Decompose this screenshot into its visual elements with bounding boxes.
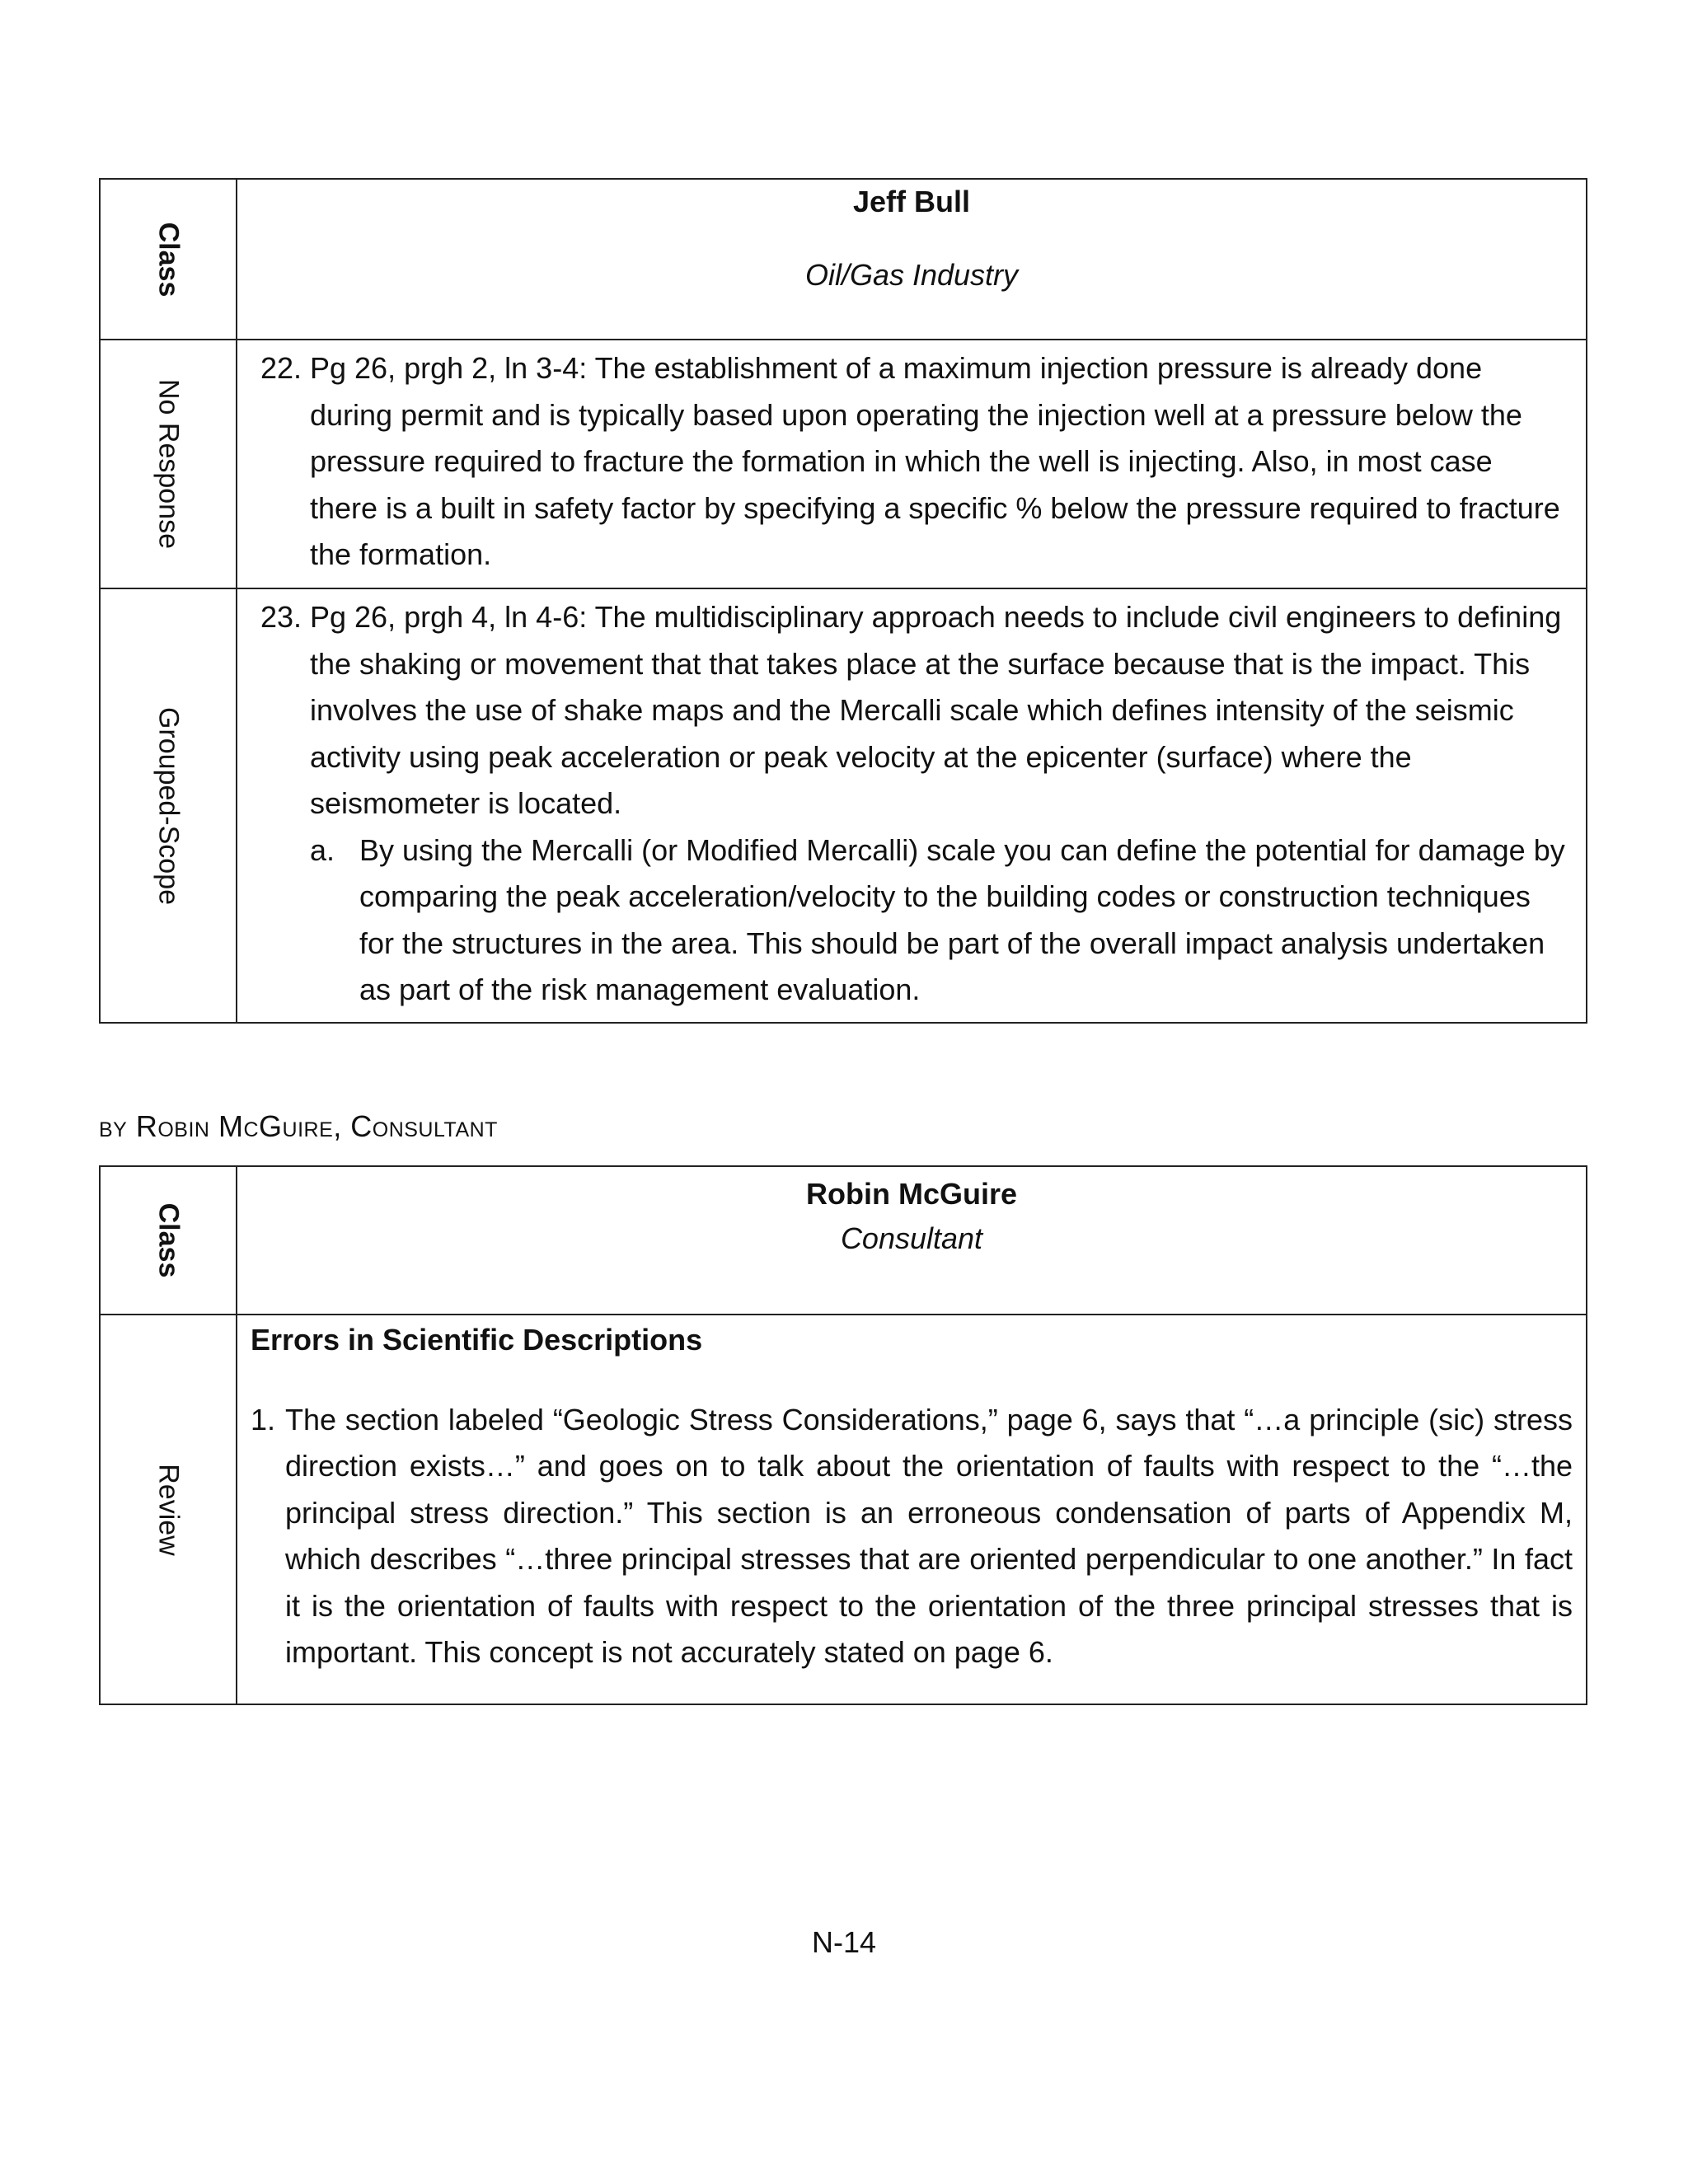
table-row — [100, 1315, 1587, 1704]
comment-cell — [237, 1315, 1587, 1704]
class-cell — [100, 588, 237, 1023]
comment-number: 1. — [251, 1402, 276, 1436]
comment-table-jeff-bull — [99, 178, 1587, 1024]
comment-text: Pg 26, prgh 2, ln 3-4: The establishment of a maximum injection pressure is already done during permit and is typically based upon operating the injection well at a pressure below the pressure required to fracture the formation in which the well is injecting. Also, in most case there is a built in safety factor by specifying a specific % below the pressure required to fracture the formation. — [310, 351, 1560, 571]
class-cell — [100, 1315, 237, 1704]
class-label: Class — [152, 1202, 185, 1278]
comment-item — [260, 594, 1568, 827]
commenter-header-cell — [237, 1166, 1587, 1315]
subitem-letter: a. — [310, 832, 335, 867]
commenter-name: Jeff Bull — [852, 185, 970, 218]
commenter-header-cell — [237, 179, 1587, 340]
comment-item — [260, 345, 1568, 579]
table-row — [100, 588, 1587, 1023]
table-row — [100, 340, 1587, 588]
commenter-name: Robin McGuire — [805, 1177, 1017, 1211]
class-header-cell — [100, 179, 237, 340]
comment-cell — [237, 588, 1587, 1023]
comment-heading: Errors in Scientific Descriptions — [251, 1323, 703, 1357]
page-number: N-14 — [811, 1925, 877, 1959]
comment-number: 22. — [260, 351, 302, 385]
section-heading: by Robin McGuire, Consultant — [99, 1109, 498, 1143]
class-header-cell — [100, 1166, 237, 1315]
class-value: No Response — [152, 378, 185, 550]
comment-number: 23. — [260, 600, 302, 634]
commenter-organization: Oil/Gas Industry — [804, 258, 1019, 292]
comment-text: Pg 26, prgh 4, ln 4-6: The multidisciplinary approach needs to include civil engineers to defining the shaking or movement that that takes place at the surface because that is the impact. This involves the use of shake maps and the Mercalli scale which defines intensity of the seismic activity using peak acceleration or peak velocity at the epicenter (surface) where the seismometer is located. — [310, 600, 1562, 820]
class-cell — [100, 340, 237, 588]
comment-subitem — [310, 827, 1568, 1014]
comment-table-robin-mcguire — [99, 1165, 1587, 1705]
table-header-row — [100, 179, 1587, 340]
commenter-organization: Consultant — [840, 1221, 983, 1255]
comment-item — [251, 1397, 1573, 1676]
comment-text: The section labeled “Geologic Stress Considerations,” page 6, says that “…a principle (sic) stress direction exists…” and goes on to talk about the orientation of faults with respect to the “…the principal stress direction.” This section is an erroneous condensation of parts of Appendix M, which describes “…three principal stresses that are oriented perpendicular to one another.” In fact it is the orientation of faults with respect to the orientation of the three principal stresses that is important. This concept is not accurately stated on page 6. — [285, 1402, 1573, 1669]
subitem-text: By using the Mercalli (or Modified Mercalli) scale you can define the potential for damage by comparing the peak acceleration/velocity to the building codes or construction techniques for the structures in the area. This should be part of the overall impact analysis undertaken as part of the risk management evaluation. — [359, 832, 1565, 1006]
class-value: Grouped-Scope — [152, 706, 185, 905]
comment-cell — [237, 340, 1587, 588]
class-label: Class — [152, 222, 185, 297]
table-header-row — [100, 1166, 1587, 1315]
class-value: Review — [152, 1463, 185, 1556]
